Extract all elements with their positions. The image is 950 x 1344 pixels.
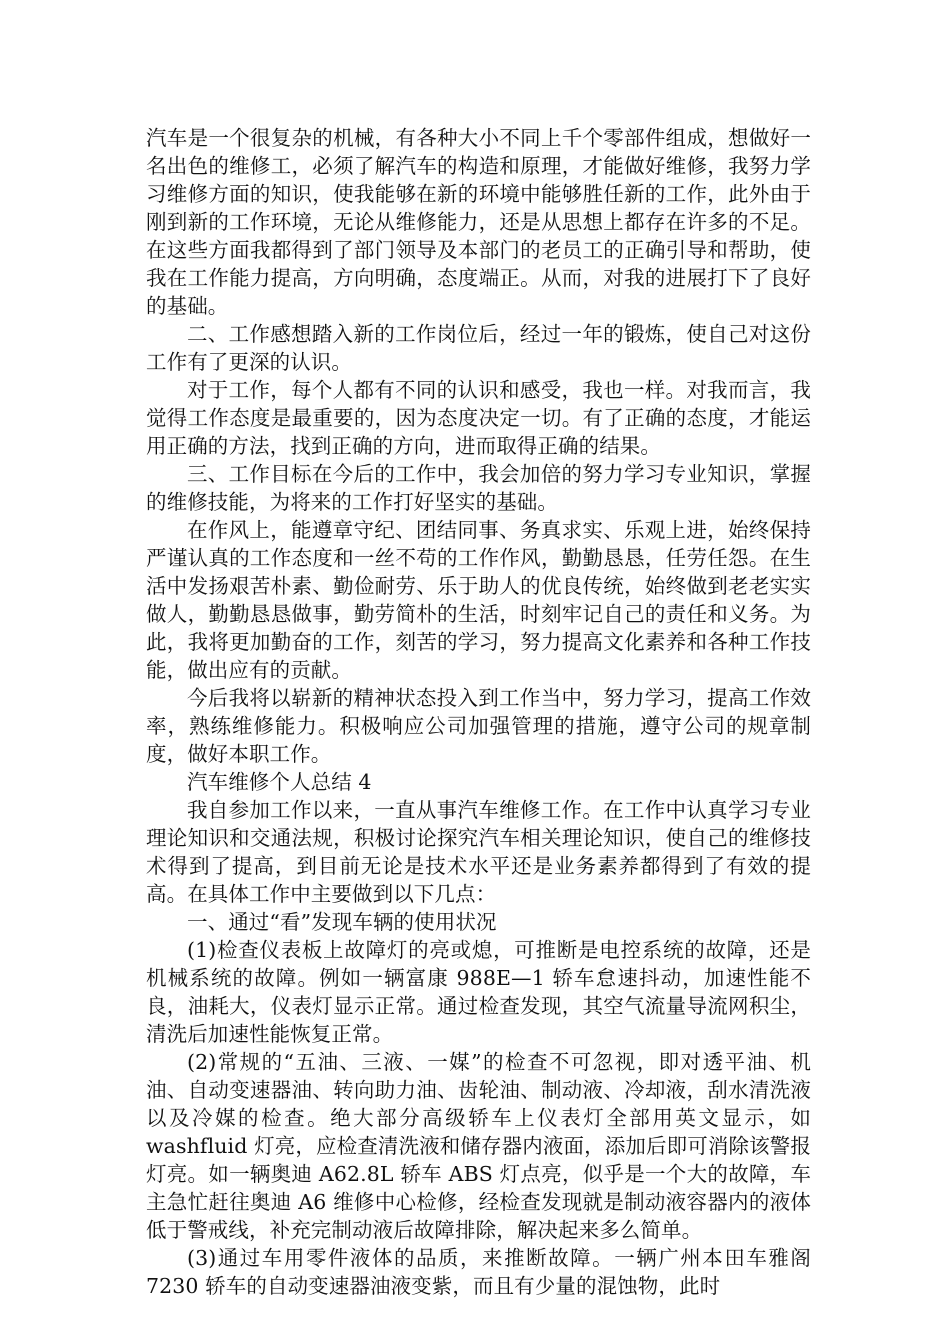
paragraph: 汽车是一个很复杂的机械，有各种大小不同上千个零部件组成，想做好一名出色的维修工，必须了解汽车的构造和原理，才能做好维修，我努力学习维修方面的知识，使我能够在新的环境中能够胜任新的工作，此外由于刚到新的工作环境，无论从维修能力，还是从思想上都存在许多的不足。在这些方面我都得到了部门领导及本部门的老员工的正确引导和帮助，使我在工作能力提高，方向明确，态度端正。从而，对我的进展打下了良好的基础。 [146,126,811,318]
section-heading: 汽车维修个人总结 4 [187,770,372,794]
paragraph: 我自参加工作以来，一直从事汽车维修工作。在工作中认真学习专业理论知识和交通法规，积极讨论探究汽车相关理论知识，使自己的维修技术得到了提高，到目前无论是技术水平还是业务素养都得到了有效的提高。在具体工作中主要做到以下几点： [146,798,811,906]
subheading: 一、通过“看”发现车辆的使用状况 [187,910,497,934]
paragraph: 三、工作目标在今后的工作中，我会加倍的努力学习专业知识，掌握的维修技能，为将来的工作打好坚实的基础。 [146,462,811,514]
paragraph: 在作风上，能遵章守纪、团结同事、务真求实、乐观上进，始终保持严谨认真的工作态度和一丝不苟的工作作风，勤勤恳恳，任劳任怨。在生活中发扬艰苦朴素、勤俭耐劳、乐于助人的优良传统，始终做到老老实实做人，勤勤恳恳做事，勤劳简朴的生活，时刻牢记自己的责任和义务。为此，我将更加勤奋的工作，刻苦的学习，努力提高文化素养和各种工作技能，做出应有的贡献。 [146,518,811,682]
paragraph: 二、工作感想踏入新的工作岗位后，经过一年的锻炼，使自己对这份工作有了更深的认识。 [146,322,811,374]
paragraph: 今后我将以崭新的精神状态投入到工作当中，努力学习，提高工作效率，熟练维修能力。积极响应公司加强管理的措施，遵守公司的规章制度，做好本职工作。 [146,686,811,766]
paragraph: (3)通过车用零件液体的品质，来推断故障。一辆广州本田车雅阁 7230 轿车的自动变速器油液变紫，而且有少量的混蚀物，此时 [146,1246,811,1298]
paragraph: (1)检查仪表板上故障灯的亮或熄，可推断是电控系统的故障，还是机械系统的故障。例如一辆富康 988E—1 轿车怠速抖动，加速性能不良，油耗大，仪表灯显示正常。通过检查发现，其空气流量导流网积尘，清洗后加速性能恢复正常。 [146,938,811,1046]
document-body [146,124,811,1300]
paragraph: 对于工作，每个人都有不同的认识和感受，我也一样。对我而言，我觉得工作态度是最重要的，因为态度决定一切。有了正确的态度，才能运用正确的方法，找到正确的方向，进而取得正确的结果。 [146,378,811,458]
paragraph: (2)常规的“五油、三液、一媒”的检查不可忽视，即对透平油、机油、自动变速器油、转向助力油、齿轮油、制动液、冷却液，刮水清洗液以及冷媒的检查。绝大部分高级轿车上仪表灯全部用英文显示，如 washfluid 灯亮，应检查清洗液和储存器内液面，添加后即可消除该警报灯亮。如一辆奥迪 A62.8L 轿车 ABS 灯点亮，似乎是一个大的故障，车主急忙赶往奥迪 A6 维修中心检修，经检查发现就是制动液容器内的液体低于警戒线，补充完制动液后故障排除，解决起来多么简单。 [146,1050,811,1242]
